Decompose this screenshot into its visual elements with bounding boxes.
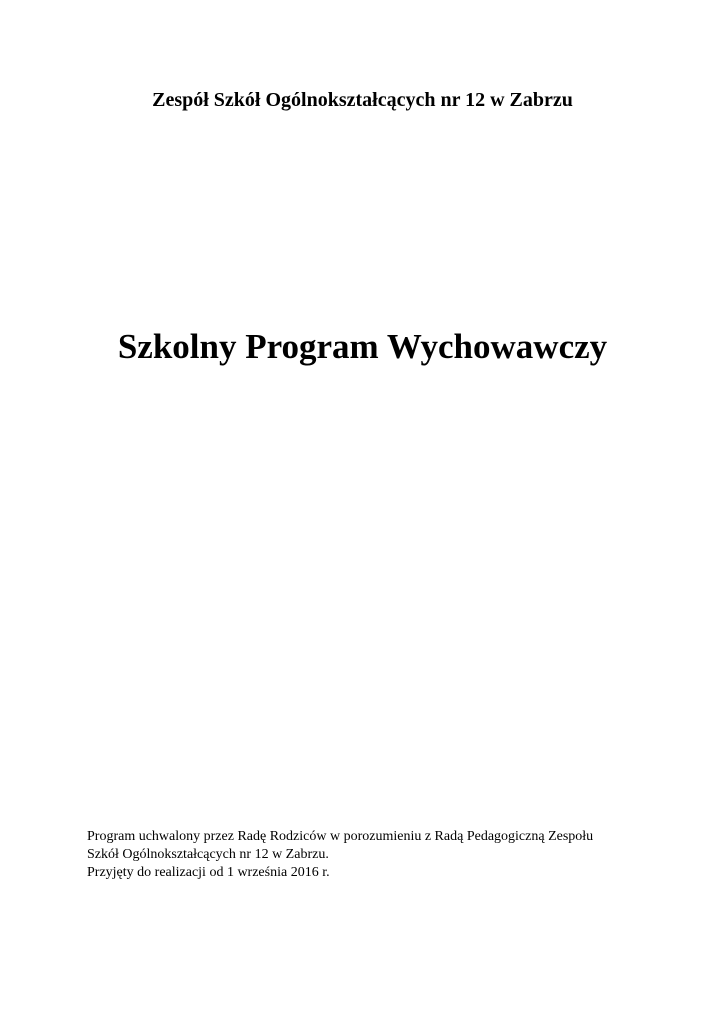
school-name-heading: Zespół Szkół Ogólnokształcących nr 12 w Zabrzu	[152, 89, 573, 111]
approval-note-line-3: Przyjęty do realizacji od 1 września 2016 r.	[87, 865, 330, 880]
approval-note-line-2: Szkół Ogólnokształcących nr 12 w Zabrzu.	[87, 847, 329, 862]
approval-note-line-1: Program uchwalony przez Radę Rodziców w porozumieniu z Radą Pedagogiczną Zespołu	[87, 829, 594, 844]
approval-note	[87, 828, 647, 882]
document-title: Szkolny Program Wychowawczy	[117, 327, 608, 366]
